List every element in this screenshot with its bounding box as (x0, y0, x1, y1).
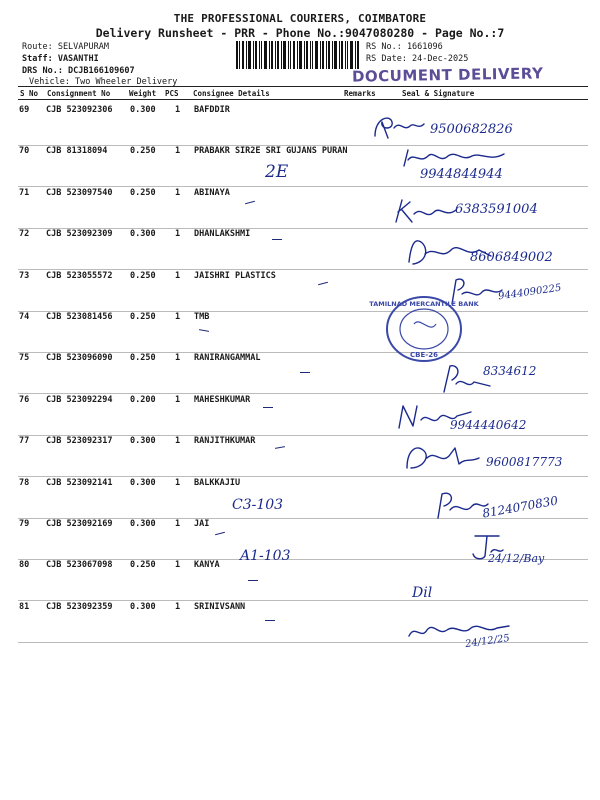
handwritten-note-78: C3-103 (232, 497, 284, 513)
signature-77 (403, 440, 483, 472)
header-top-rule (18, 86, 588, 87)
cell-consignee: BALKKAJIU (194, 477, 241, 488)
table-row (18, 312, 588, 352)
cell-weight: 0.300 (130, 229, 156, 240)
cell-consignee: KANYA (194, 560, 220, 571)
col-weight: Weight (129, 89, 157, 98)
cell-weight: 0.300 (130, 601, 156, 612)
cell-consignment: CJB 523092306 (46, 105, 113, 115)
cell-consignee: RANIRANGAMMAL (194, 353, 261, 364)
signature-phone-76: 9944440642 (450, 418, 527, 432)
cell-consignment: CJB 523092317 (46, 436, 113, 447)
cell-weight: 0.250 (130, 312, 156, 322)
cell-pcs: 1 (175, 229, 181, 240)
signature-phone-77: 9600817773 (486, 455, 563, 469)
handwritten-note-79: A1-103 (240, 548, 291, 564)
runsheet-subtitle: Delivery Runsheet - PRR - Phone No.:9047080280 - Page No.:7 (95, 26, 505, 40)
cell-sno: 74 (19, 312, 30, 322)
cell-consignment: CJB 523092294 (46, 394, 113, 405)
cell-consignment: CJB 81318094 (46, 146, 108, 157)
cell-consignment: CJB 523092169 (46, 519, 113, 529)
signature-phone-73: 9444090225 (497, 282, 563, 303)
cell-pcs: 1 (175, 146, 181, 157)
col-sno: S No (20, 89, 39, 98)
cell-consignee: BAFDDIR (194, 105, 230, 115)
header-bottom-rule (18, 99, 588, 100)
tick-mark (265, 620, 275, 621)
tick-mark (300, 372, 310, 373)
cell-pcs: 1 (175, 560, 181, 571)
signature-phone-78: 8124070830 (481, 493, 559, 521)
cell-weight: 0.250 (130, 270, 156, 281)
tick-mark (248, 580, 258, 581)
cell-consignment: CJB 523092141 (46, 477, 113, 488)
cell-weight: 0.300 (130, 105, 156, 115)
cell-consignee: PRABAKR SIR2E SRI GUJANS PURAN (194, 146, 348, 157)
company-name: THE PROFESSIONAL COURIERS, COIMBATORE (173, 12, 427, 25)
cell-sno: 72 (19, 229, 30, 240)
seal-branch: CBE-26 (410, 351, 438, 359)
seal-bank-name: TAMILNAD MERCANTILE BANK (369, 300, 479, 308)
cell-sno: 78 (19, 477, 30, 488)
col-remarks: Remarks (344, 89, 376, 98)
cell-sno: 77 (19, 436, 30, 447)
cell-sno: 73 (19, 270, 30, 281)
cell-consignee: DHANLAKSHMI (194, 229, 251, 240)
signature-phone-75: 8334612 (483, 364, 537, 378)
cell-weight: 0.250 (130, 560, 156, 571)
signature-71 (392, 196, 462, 226)
signature-phone-70: 9944844944 (420, 167, 503, 182)
cell-weight: 0.250 (130, 353, 156, 364)
cell-consignee: RANJITHKUMAR (194, 436, 256, 447)
cell-consignee: MAHESHKUMAR (194, 394, 251, 405)
cell-sno: 79 (19, 519, 30, 529)
cell-pcs: 1 (175, 394, 181, 405)
signature-phone-71: 6383591004 (455, 202, 538, 217)
cell-sno: 76 (19, 394, 30, 405)
cell-sno: 75 (19, 353, 30, 364)
cell-consignee: JAISHRI PLASTICS (194, 270, 276, 281)
document-delivery-stamp: DOCUMENT DELIVERY (351, 64, 544, 86)
barcode (236, 41, 360, 69)
cell-consignment: CJB 523092359 (46, 601, 113, 612)
cell-consignee: TMB (194, 312, 210, 322)
cell-sno: 80 (19, 560, 30, 571)
cell-weight: 0.250 (130, 187, 156, 198)
cell-consignment: CJB 523055572 (46, 270, 113, 281)
cell-consignment: CJB 523096090 (46, 353, 113, 364)
cell-consignee: ABINAYA (194, 187, 230, 198)
cell-weight: 0.300 (130, 519, 156, 529)
cell-pcs: 1 (175, 601, 181, 612)
cell-pcs: 1 (175, 105, 181, 115)
cell-pcs: 1 (175, 187, 181, 198)
col-consignee: Consignee Details (193, 89, 270, 98)
cell-sno: 70 (19, 146, 30, 157)
cell-consignee: SRINIVSANN (194, 601, 246, 612)
cell-weight: 0.300 (130, 436, 156, 447)
signature-phone-72: 8606849002 (470, 250, 553, 265)
cell-sno: 69 (19, 105, 30, 115)
signature-phone-69: 9500682826 (430, 122, 513, 137)
cell-weight: 0.250 (130, 146, 156, 157)
staff-label: Staff: VASANTHI (22, 54, 99, 64)
rs-date: RS Date: 24-Dec-2025 (366, 54, 469, 64)
cell-pcs: 1 (175, 519, 181, 529)
col-consignment: Consignment No (47, 89, 111, 98)
cell-pcs: 1 (175, 477, 181, 488)
cell-sno: 81 (19, 601, 30, 612)
cell-consignment: CJB 523097540 (46, 187, 113, 198)
cell-pcs: 1 (175, 312, 181, 322)
table-row (18, 560, 588, 600)
col-seal-signature: Seal & Signature (402, 89, 475, 98)
cell-consignee: JAI (194, 519, 210, 529)
tick-mark (272, 239, 282, 240)
route-label: Route: SELVAPURAM (22, 42, 109, 52)
cell-weight: 0.300 (130, 477, 156, 488)
drs-number: DRS No.: DCJB166109607 (22, 66, 135, 76)
cell-consignment: CJB 523081456 (46, 312, 113, 322)
handwritten-note-70: 2E (265, 162, 289, 182)
signature-80: Dil (412, 585, 433, 601)
col-pcs: PCS (165, 89, 179, 98)
signature-69 (370, 108, 430, 148)
signature-date-79: 24/12/Bay (488, 552, 545, 565)
signature-date-81: 24/12/25 (464, 632, 511, 651)
vehicle-label: Vehicle: Two Wheeler Delivery (29, 77, 178, 87)
cell-pcs: 1 (175, 353, 181, 364)
rs-number: RS No.: 1661096 (366, 42, 443, 52)
cell-pcs: 1 (175, 270, 181, 281)
tick-mark (263, 407, 273, 408)
bank-seal (369, 294, 479, 364)
cell-weight: 0.200 (130, 394, 156, 405)
cell-sno: 71 (19, 187, 30, 198)
cell-pcs: 1 (175, 436, 181, 447)
cell-consignment: CJB 523067098 (46, 560, 113, 571)
cell-consignment: CJB 523092309 (46, 229, 113, 240)
